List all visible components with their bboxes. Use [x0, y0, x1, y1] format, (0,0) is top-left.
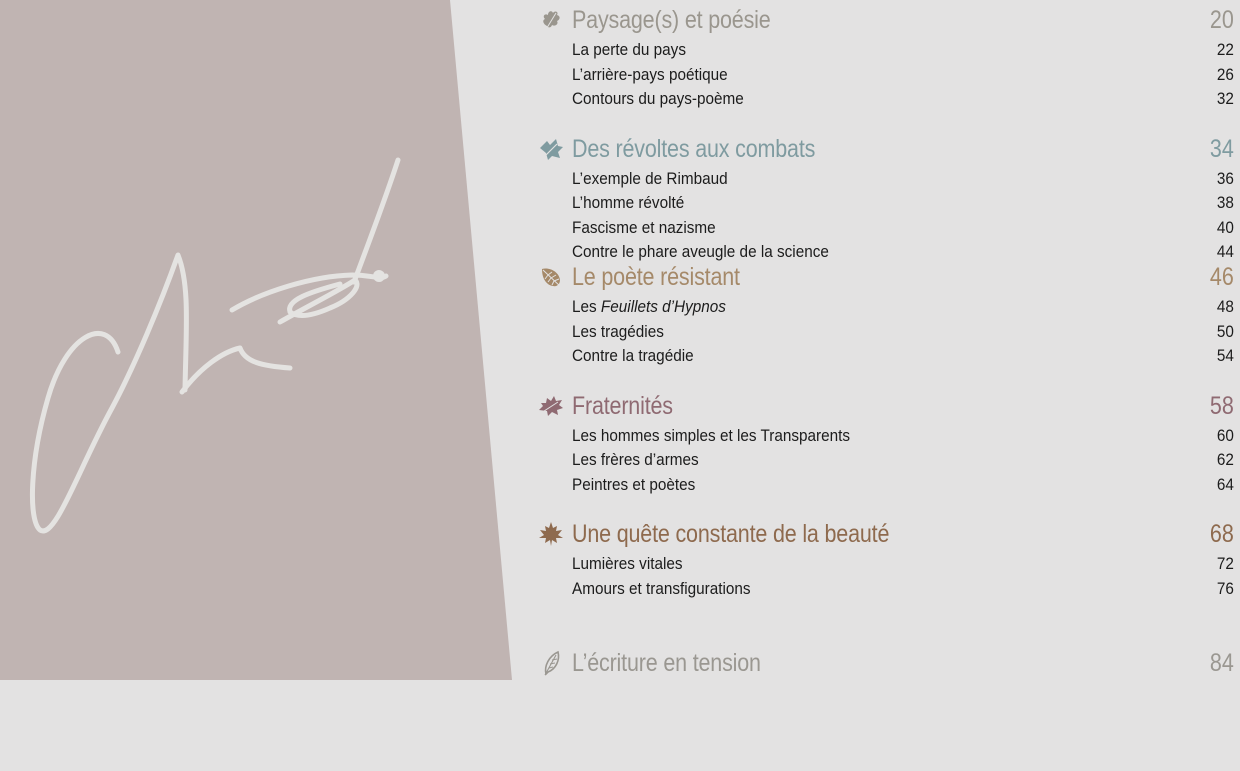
- entry-title: Amours et transfigurations: [572, 577, 751, 601]
- entry-title: La perte du pays: [572, 38, 686, 62]
- chapter-section: [536, 0, 1236, 129]
- toc-entry[interactable]: [572, 167, 1236, 192]
- entry-title: [572, 295, 726, 319]
- toc-entry[interactable]: [572, 320, 1236, 345]
- entry-page-number: 60: [1217, 424, 1234, 448]
- toc-entry[interactable]: [572, 552, 1236, 577]
- entry-title: Fascisme et nazisme: [572, 216, 716, 240]
- toc-entry[interactable]: [572, 295, 1236, 320]
- entry-title: Peintres et poètes: [572, 473, 695, 497]
- chapter-heading[interactable]: [536, 388, 1236, 424]
- entry-title: L’exemple de Rimbaud: [572, 167, 728, 191]
- chapter-heading[interactable]: [536, 645, 1236, 681]
- chapter-page-number: 20: [1210, 2, 1234, 38]
- entry-page-number: 76: [1217, 577, 1234, 601]
- entry-page-number: 36: [1217, 167, 1234, 191]
- chapter-section: [536, 386, 1236, 515]
- entry-title-italic: Feuillets d’Hypnos: [601, 297, 726, 316]
- entry-page-number: 32: [1217, 87, 1234, 111]
- entry-title: Les frères d’armes: [572, 448, 699, 472]
- chapter-title: Le poète résistant: [572, 259, 740, 295]
- entry-page-number: 48: [1217, 295, 1234, 319]
- entry-page-number: 50: [1217, 320, 1234, 344]
- entry-title: Contours du pays-poème: [572, 87, 744, 111]
- chapter-section: [536, 643, 1236, 771]
- chapter-section: [536, 257, 1236, 386]
- beech-leaf-icon: [538, 264, 564, 290]
- entry-title: L’arrière-pays poétique: [572, 63, 728, 87]
- entry-title: L’homme révolté: [572, 191, 684, 215]
- ivy-leaf-icon: [538, 136, 564, 162]
- subsection-list: [572, 424, 1236, 498]
- entry-page-number: 64: [1217, 473, 1234, 497]
- toc-entry[interactable]: [572, 216, 1236, 241]
- chapter-title: Une quête constante de la beauté: [572, 516, 889, 552]
- entry-title-prefix: Les: [572, 297, 601, 316]
- entry-page-number: 26: [1217, 63, 1234, 87]
- chapter-page-number: 34: [1210, 131, 1234, 167]
- chapter-heading[interactable]: [536, 131, 1236, 167]
- chapter-heading[interactable]: [536, 2, 1236, 38]
- toc-entry[interactable]: [572, 191, 1236, 216]
- toc-entry[interactable]: [572, 577, 1236, 602]
- subsection-list: [572, 38, 1236, 112]
- chapter-section: [536, 129, 1236, 258]
- chapter-section: [536, 514, 1236, 643]
- chapter-page-number: 58: [1210, 388, 1234, 424]
- chapter-heading[interactable]: [536, 259, 1236, 295]
- entry-page-number: 54: [1217, 344, 1234, 368]
- chapter-page-number: 46: [1210, 259, 1234, 295]
- toc-entry[interactable]: [572, 38, 1236, 63]
- entry-title: Contre le phare aveugle de la science: [572, 240, 829, 264]
- chestnut-leaf-icon: [538, 393, 564, 419]
- entry-page-number: 40: [1217, 216, 1234, 240]
- oak-leaf-icon: [538, 7, 564, 33]
- entry-page-number: 38: [1217, 191, 1234, 215]
- toc-entry[interactable]: [572, 473, 1236, 498]
- entry-page-number: 62: [1217, 448, 1234, 472]
- chapter-title: Fraternités: [572, 388, 673, 424]
- maple-leaf-icon: [538, 521, 564, 547]
- entry-title: Contre la tragédie: [572, 344, 694, 368]
- chapter-title: Paysage(s) et poésie: [572, 2, 771, 38]
- toc-entry[interactable]: [572, 63, 1236, 88]
- entry-title: Les tragédies: [572, 320, 664, 344]
- table-of-contents: [536, 0, 1236, 771]
- entry-page-number: 44: [1217, 240, 1234, 264]
- toc-entry[interactable]: [572, 87, 1236, 112]
- chapter-heading[interactable]: [536, 516, 1236, 552]
- chapter-page-number: 68: [1210, 516, 1234, 552]
- toc-entry[interactable]: [572, 448, 1236, 473]
- chapter-page-number: 84: [1210, 645, 1234, 681]
- chapter-title: L’écriture en tension: [572, 645, 761, 681]
- entry-page-number: 72: [1217, 552, 1234, 576]
- chapter-title: Des révoltes aux combats: [572, 131, 815, 167]
- feather-leaf-icon: [538, 650, 564, 676]
- subsection-list: [572, 552, 1236, 601]
- entry-page-number: 22: [1217, 38, 1234, 62]
- entry-title: Les hommes simples et les Transparents: [572, 424, 850, 448]
- toc-entry[interactable]: [572, 424, 1236, 449]
- handwritten-signature: [0, 0, 520, 680]
- entry-title: Lumières vitales: [572, 552, 683, 576]
- subsection-list: [572, 295, 1236, 369]
- subsection-list: [572, 167, 1236, 265]
- toc-entry[interactable]: [572, 344, 1236, 369]
